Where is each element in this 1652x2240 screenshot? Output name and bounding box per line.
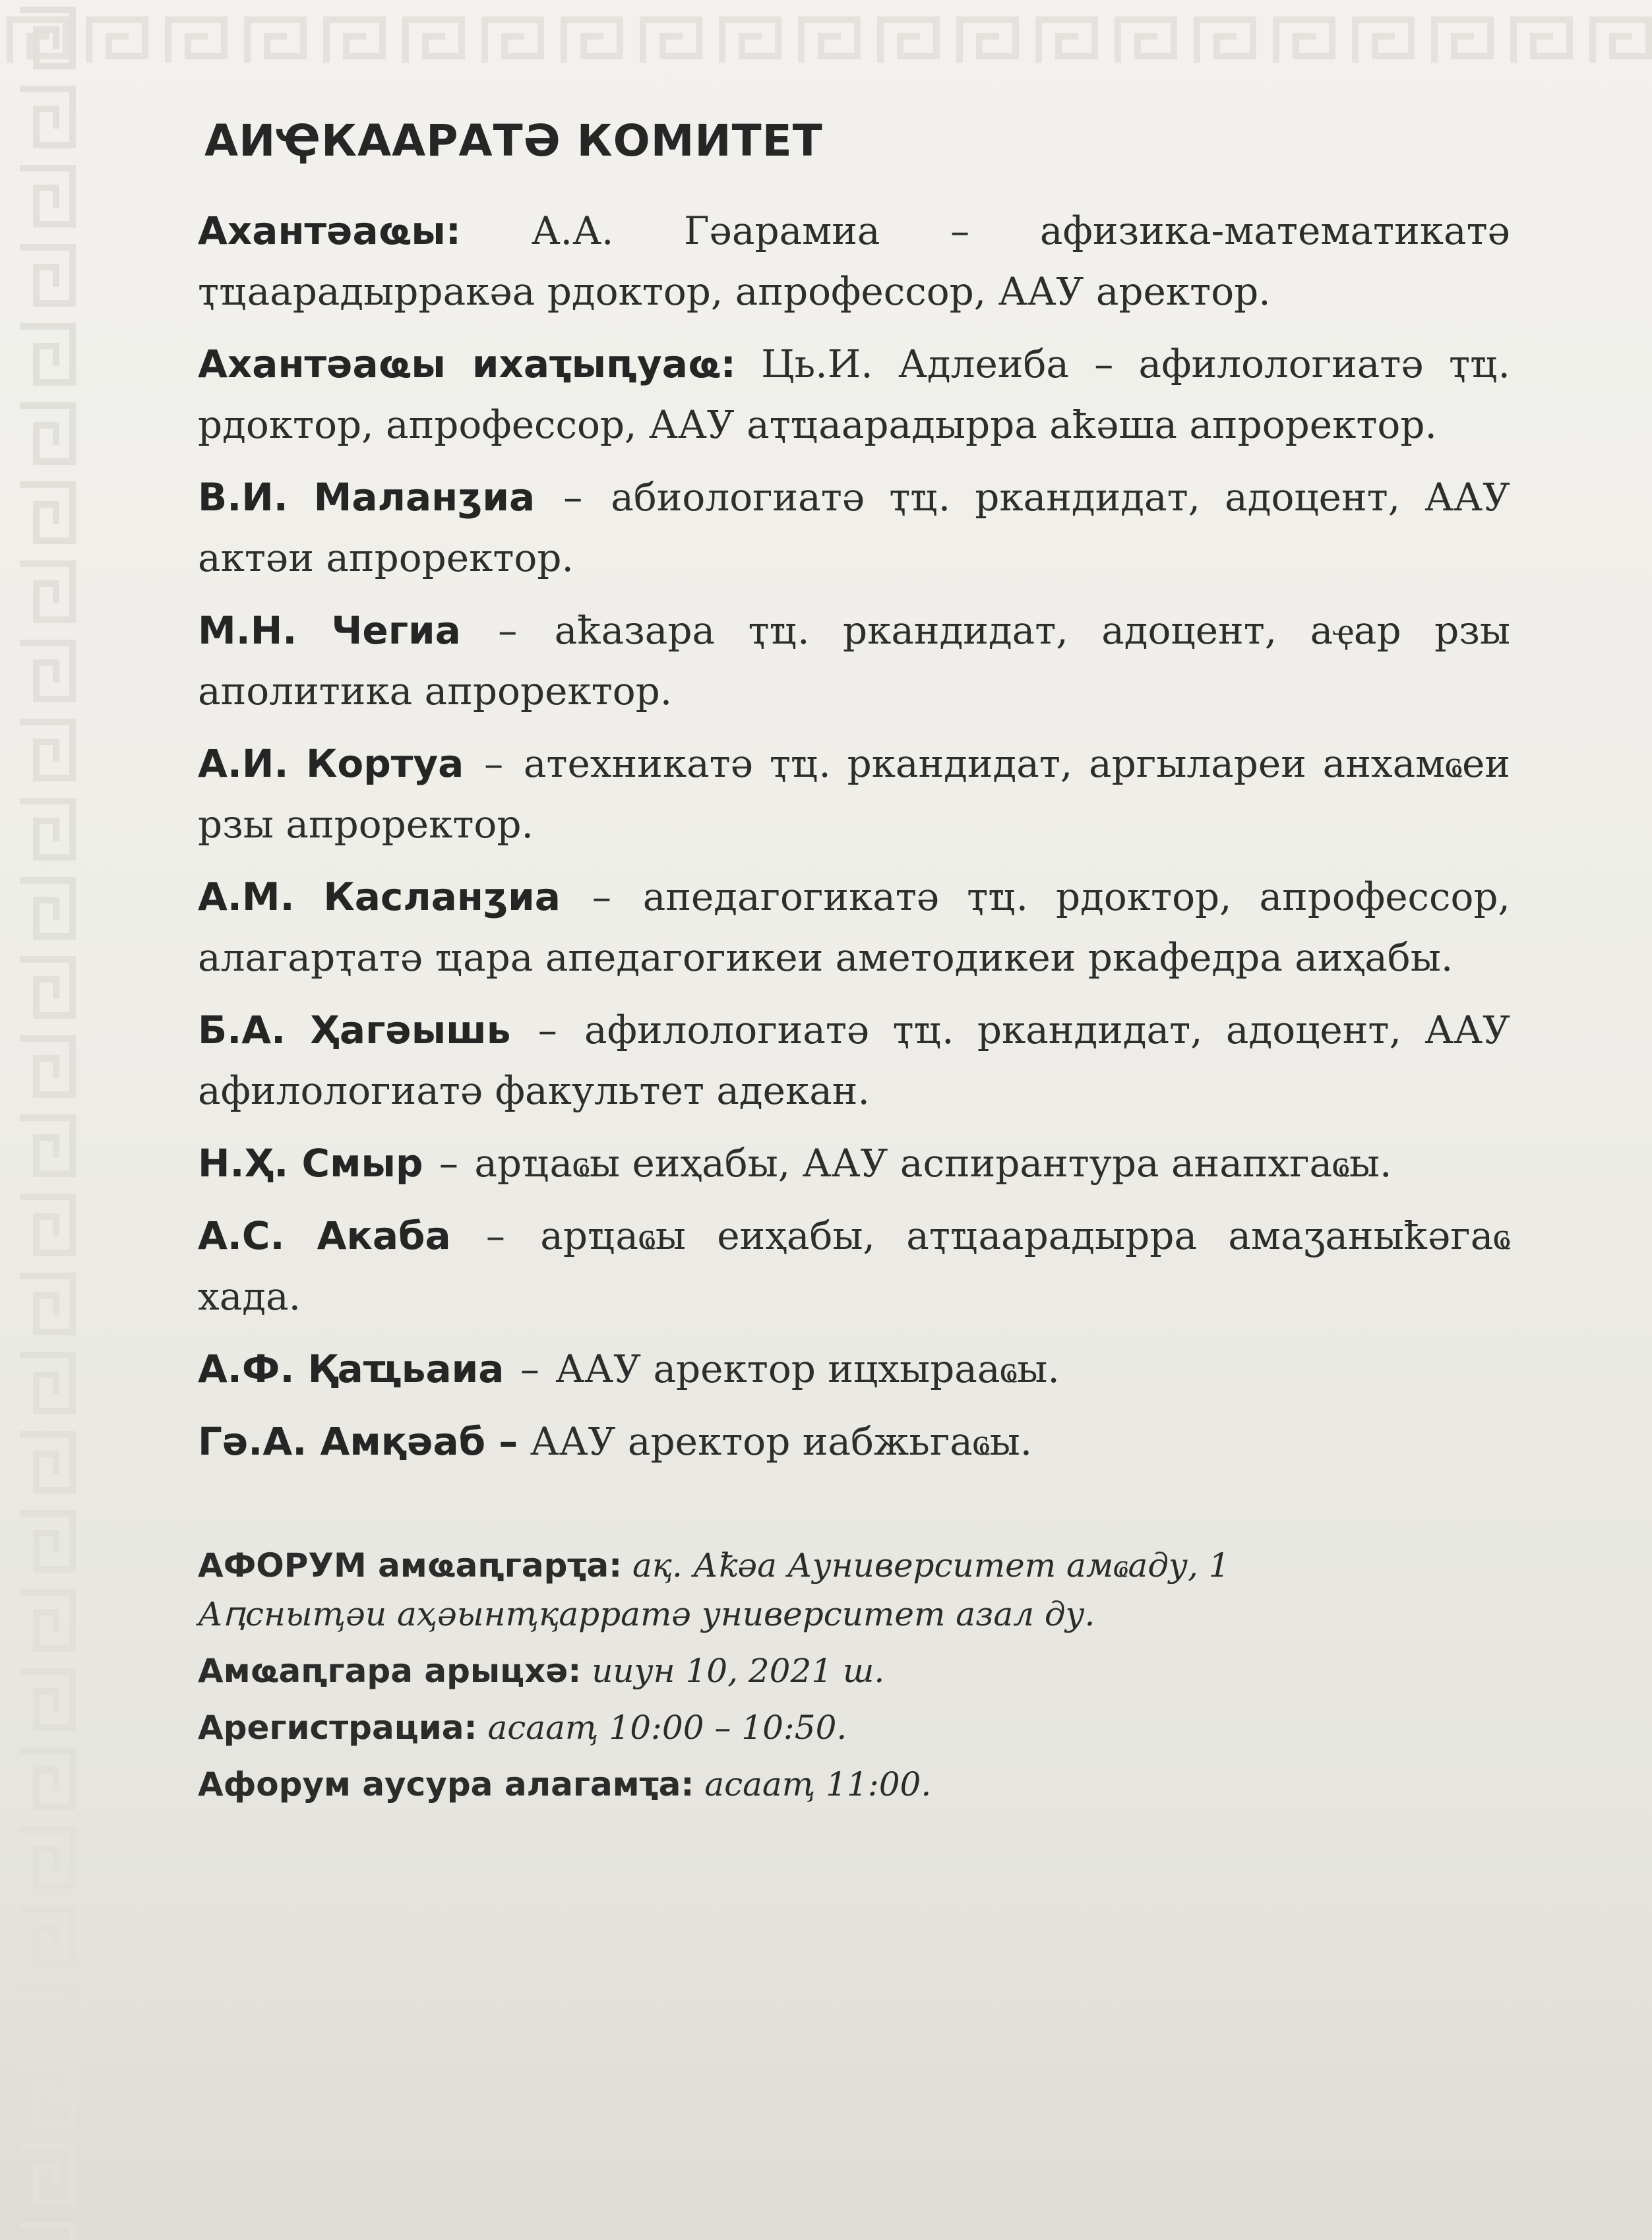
member-separator: –: [484, 741, 504, 786]
committee-member: [198, 733, 1510, 855]
start-value: асааҭ 11:00.: [704, 1765, 932, 1803]
member-name: Н.Ҳ. Смыр: [198, 1141, 423, 1186]
member-description: апедагогикатә ҭҵ. рдоктор, апрофессор, алагарҭатә ҵара апедагогикеи аметодикеи ркафедра аиҳабы.: [198, 874, 1510, 980]
registration-label: Арегистрациа:: [198, 1709, 477, 1747]
member-name: А.Ф. Қаҵьаиа: [198, 1347, 505, 1391]
venue-label: АФОРУМ амҩаԥгарҭа:: [198, 1546, 623, 1585]
member-description: ААУ аректор ицхырааҩы.: [555, 1347, 1060, 1391]
decorative-border-top: [0, 0, 1652, 86]
member-description: арҵаҩы еиҳабы, аҭҵаарадырра амаӡаныҟәгаҩ хада.: [198, 1213, 1511, 1319]
member-name: Б.А. Ҳагәышь: [198, 1008, 511, 1052]
member-name: А.М. Касланӡиа: [198, 874, 561, 919]
venue-row: [198, 1541, 1510, 1639]
start-label: Афорум аусура алагамҭа:: [198, 1765, 694, 1803]
committee-member: [198, 334, 1510, 455]
venue-value: ақ. Аҟәа Ауниверситет амҩаду, 1: [632, 1546, 1230, 1585]
member-separator: –: [563, 475, 583, 520]
committee-member: [198, 600, 1510, 721]
registration-value: асааҭ 10:00 – 10:50.: [487, 1709, 847, 1747]
date-value: ииун 10, 2021 ш.: [592, 1652, 885, 1690]
committee-member: [198, 1411, 1510, 1472]
committee-member: [198, 1133, 1510, 1194]
registration-row: [198, 1703, 1510, 1752]
member-description: афилологиатә ҭҵ. ркандидат, адоцент, ААУ афилологиатә факультет адекан.: [198, 1008, 1510, 1113]
start-row: [198, 1760, 1510, 1809]
member-separator: –: [537, 1008, 557, 1052]
committee-list: [198, 200, 1510, 1472]
member-separator: –: [592, 874, 611, 919]
committee-member: [198, 1339, 1510, 1399]
member-description: А.А. Гәарамиа – афизика-математикатә ҭҵаарадырракәа рдоктор, апрофессор, ААУ аректор.: [198, 208, 1511, 314]
member-name: Ахантәаҩы ихаҭыԥуаҩ:: [198, 342, 736, 386]
member-description: абиологиатә ҭҵ. ркандидат, адоцент, ААУ актәи апроректор.: [198, 475, 1511, 580]
member-separator: –: [485, 1213, 505, 1258]
member-description: атехникатә ҭҵ. ркандидат, аргылареи анхамҩеи рзы апроректор.: [198, 741, 1510, 847]
member-separator: –: [520, 1347, 539, 1391]
member-description: арҵаҩы еиҳабы, ААУ аспирантура анапхгаҩы.: [474, 1141, 1392, 1186]
member-name: А.С. Акаба: [198, 1213, 451, 1258]
committee-content: [198, 115, 1510, 1817]
member-description: ААУ аректор иабжьгаҩы.: [530, 1419, 1033, 1464]
member-name: А.И. Кортуа: [198, 741, 464, 786]
event-info: [198, 1541, 1510, 1809]
member-name: Ахантәаҩы:: [198, 208, 462, 253]
venue-value-line2: Аԥсныҭәи аҳәынҭқарратә университет азал ду.: [198, 1595, 1095, 1633]
member-separator: –: [439, 1141, 458, 1186]
committee-member: [198, 200, 1510, 322]
committee-member: [198, 467, 1510, 588]
member-name: В.И. Маланӡиа: [198, 475, 535, 520]
member-description: аҟазара ҭҵ. ркандидат, адоцент, аҿар рзы аполитика апроректор.: [198, 608, 1511, 713]
member-description: Ць.И. Адлеиба – афилологиатә ҭҵ. рдоктор, апрофессор, ААУ аҭҵаарадырра аҟәша апроректор.: [198, 342, 1510, 447]
date-row: [198, 1647, 1510, 1695]
decorative-border-left: [0, 0, 99, 2240]
committee-member: [198, 1205, 1510, 1327]
page-title: АИҾКААРАТӘ КОМИТЕТ: [204, 115, 823, 166]
member-separator: –: [498, 608, 518, 653]
member-name: М.Н. Чегиа: [198, 608, 461, 653]
member-name: Гә.А. Амқәаб –: [198, 1419, 518, 1464]
committee-member: [198, 1000, 1510, 1121]
committee-member: [198, 866, 1510, 988]
date-label: Амҩаԥгара арыцхә:: [198, 1652, 582, 1690]
